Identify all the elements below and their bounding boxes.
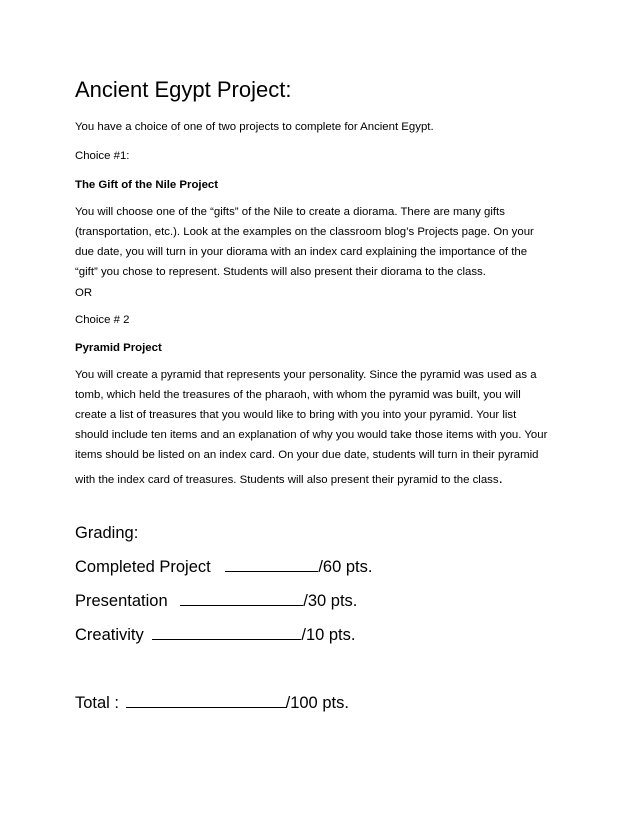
grading-row-points: /60 pts. (318, 558, 373, 576)
page-title: Ancient Egypt Project: (75, 77, 292, 102)
total-label: Total : (75, 694, 120, 712)
or-text: OR (75, 287, 93, 299)
paragraph-line: should include ten items and an explanation of why you would take those items with you. Your (75, 429, 548, 441)
paragraph-line-last (75, 469, 561, 490)
grading-row-points: /10 pts. (301, 626, 356, 644)
grading-row-label: Completed Project (75, 558, 211, 576)
total-blank-line[interactable] (126, 693, 286, 708)
paragraph-line: “gift” you chose to represent. Students will also present their diorama to the class. (75, 266, 486, 278)
intro-text: You have a choice of one of two projects to complete for Ancient Egypt. (75, 121, 434, 133)
choice-1-label: Choice #1: (75, 150, 130, 162)
choice-2-paragraph (75, 365, 561, 490)
paragraph-line: You will create a pyramid that represents your personality. Since the pyramid was used as a (75, 369, 537, 381)
grading-heading: Grading: (75, 524, 139, 542)
choice-2-label: Choice # 2 (75, 314, 130, 326)
grading-total-row (75, 692, 349, 714)
grading-row-label: Presentation (75, 592, 168, 610)
paragraph-line: You will choose one of the “gifts” of the Nile to create a diorama. There are many gifts (75, 206, 505, 218)
paragraph-line: (transportation, etc.). Look at the examples on the classroom blog’s Projects page. On your (75, 226, 534, 238)
paragraph-line: items should be listed on an index card. On your due date, students will turn in their pyramid (75, 449, 539, 461)
grading-row-creativity (75, 624, 355, 646)
paragraph-line: create a list of treasures that you would like to bring with you into your pyramid. Your list (75, 409, 517, 421)
paragraph-line: due date, you will turn in your diorama with an index card explaining the importance of the (75, 246, 528, 258)
total-points: /100 pts. (285, 694, 349, 712)
score-blank-line[interactable] (180, 591, 303, 606)
choice-1-paragraph (75, 202, 561, 282)
choice-1-heading: The Gift of the Nile Project (75, 179, 219, 191)
paragraph-line-text: with the index card of treasures. Students will also present their pyramid to the class (75, 474, 499, 486)
grading-row-points: /30 pts. (303, 592, 358, 610)
paragraph-line: tomb, which held the treasures of the pharaoh, with whom the pyramid was built, you will (75, 389, 521, 401)
choice-2-heading: Pyramid Project (75, 342, 162, 354)
paragraph-end-period: . (498, 470, 503, 487)
grading-row-completed (75, 556, 372, 578)
grading-row-label: Creativity (75, 626, 144, 644)
score-blank-line[interactable] (225, 557, 318, 572)
score-blank-line[interactable] (152, 625, 301, 640)
grading-row-presentation (75, 590, 357, 612)
